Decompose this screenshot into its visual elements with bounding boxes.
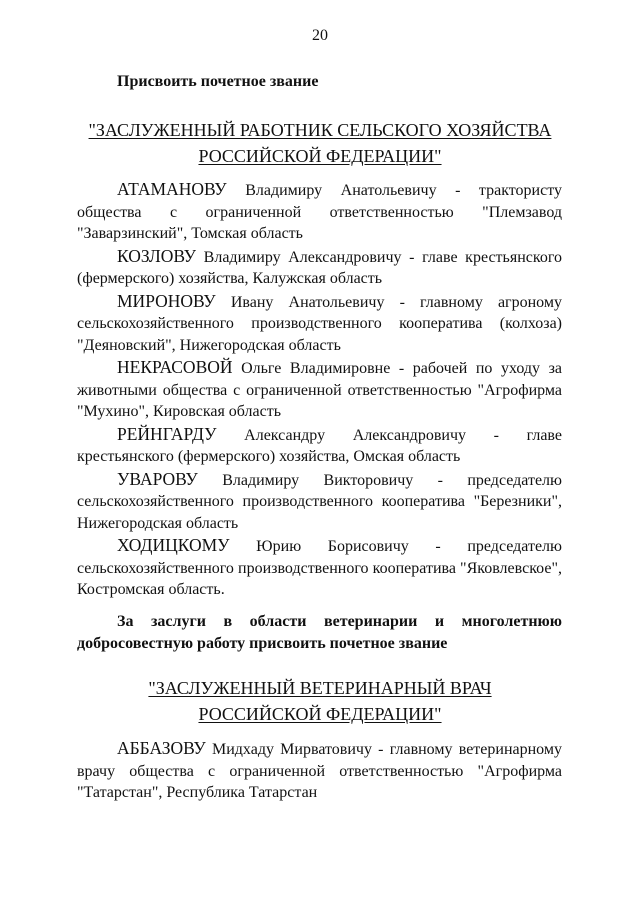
award-heading: Присвоить почетное звание [117, 73, 319, 90]
recipient-entry [77, 535, 562, 601]
recipient-details: Мидхаду Мирватовичу - главному ветеринарному врачу общества с ограниченной ответственностью "Агрофирма "Татарстан", Республика Татарстан [77, 741, 562, 801]
recipient-details: Ольге Владимировне - рабочей по уходу за животными общества с ограниченной ответственностью "Агрофирма "Мухино", Кировская область [77, 360, 562, 420]
veterinary-award-paragraph: За заслуги в области ветеринарии и многолетнюю добросовестную работу присвоить почетное звание [77, 613, 562, 652]
recipient-list-veterinary [77, 738, 562, 805]
recipient-surname: УВАРОВУ [117, 468, 198, 489]
award-title-veterinary [0, 675, 640, 727]
recipient-surname: РЕЙНГАРДУ [117, 423, 217, 444]
recipient-details: Александру Александровичу - главе крестьянского (фермерского) хозяйства, Омская область [77, 426, 562, 465]
recipient-surname: КОЗЛОВУ [117, 245, 197, 266]
recipient-entry [77, 291, 562, 357]
recipient-entry [77, 357, 562, 423]
award-title-agriculture [0, 117, 640, 169]
recipient-entry [77, 179, 562, 245]
recipient-details: Юрию Борисовичу - председателю сельскохозяйственного производственного кооператива "Яковлевское", Костромская область. [77, 538, 562, 598]
recipient-details: Владимиру Александровичу - главе крестьянского (фермерского) хозяйства, Калужская область [77, 248, 562, 287]
award-title-line: РОССИЙСКОЙ ФЕДЕРАЦИИ" [198, 704, 442, 724]
recipient-surname: ХОДИЦКОМУ [117, 535, 230, 555]
recipient-entry [77, 738, 562, 804]
award-title-line: "ЗАСЛУЖЕННЫЙ РАБОТНИК СЕЛЬСКОГО ХОЗЯЙСТВА [88, 120, 552, 140]
recipient-entry [77, 424, 562, 468]
recipient-surname: АББАЗОВУ [117, 738, 206, 758]
recipient-list [77, 179, 562, 602]
award-title-line: "ЗАСЛУЖЕННЫЙ ВЕТЕРИНАРНЫЙ ВРАЧ [148, 678, 492, 698]
page-number: 20 [312, 27, 328, 44]
recipient-surname: НЕКРАСОВОЙ [117, 357, 233, 377]
recipient-surname: МИРОНОВУ [117, 290, 216, 311]
recipient-entry [77, 246, 562, 290]
recipient-details: Владимиру Анатольевичу - трактористу общества с ограниченной ответственностью "Племзавод "Заварзинский", Томская область [77, 182, 562, 242]
award-title-line: РОССИЙСКОЙ ФЕДЕРАЦИИ" [198, 146, 442, 166]
recipient-details: Владимиру Викторовичу - председателю сельскохозяйственного производственного кооператива "Березники", Нижегородская область [77, 471, 562, 532]
recipient-entry [77, 469, 562, 535]
recipient-surname: АТАМАНОВУ [117, 179, 227, 199]
recipient-details: Ивану Анатольевичу - главному агроному сельскохозяйственного производственного кооператива (колхоза) "Деяновский", Нижегородская область [77, 293, 562, 354]
